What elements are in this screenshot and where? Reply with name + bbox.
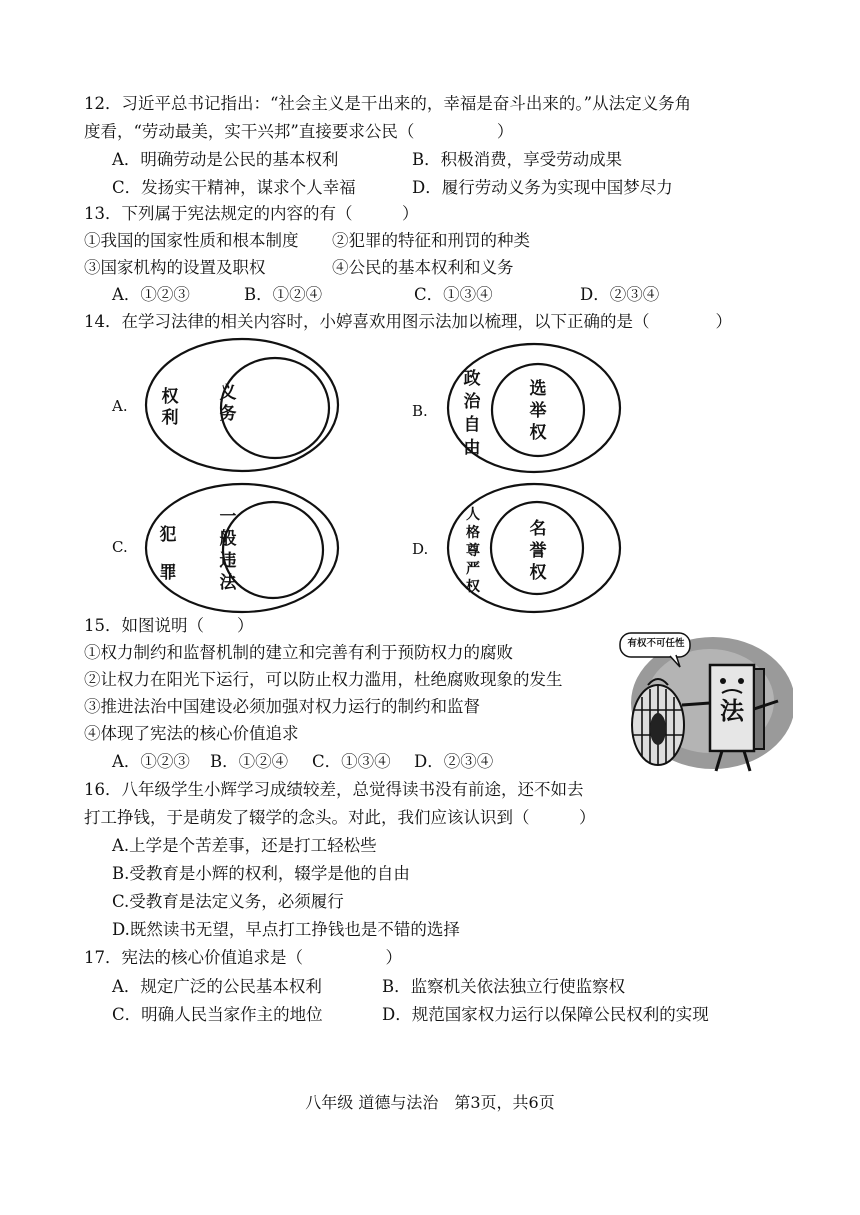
- venn-diagram-d: [410, 480, 650, 620]
- diagram-c-letter: C.: [112, 538, 128, 556]
- q16-option-c: C.受教育是法定义务，必须履行: [112, 892, 344, 911]
- q13-item-2: ②犯罪的特征和刑罚的种类: [332, 231, 530, 250]
- diagram-d-letter: D.: [412, 540, 429, 558]
- q13-option-a: A．①②③: [112, 285, 190, 304]
- venn-diagram-c: [110, 478, 350, 618]
- cartoon-book-label: 法: [720, 696, 744, 725]
- q17-option-a: A．规定广泛的公民基本权利: [112, 977, 322, 996]
- q12-option-c: C．发扬实干精神，谋求个人幸福: [112, 178, 356, 197]
- q17-option-b: B．监察机关依法独立行使监察权: [382, 977, 626, 996]
- q17-option-d: D．规范国家权力运行以保障公民权利的实现: [382, 1005, 709, 1024]
- q15-item-3: ③推进法治中国建设必须加强对权力运行的制约和监督: [84, 697, 480, 716]
- q13-item-3: ③国家机构的设置及职权: [84, 258, 266, 277]
- diagram-c-inner-label: 一般违法: [219, 507, 237, 593]
- cartoon-speech-bubble: 有权不可任性: [627, 638, 685, 649]
- q16-option-d: D.既然读书无望，早点打工挣钱也是不错的选择: [112, 920, 460, 939]
- q13-option-c: C．①③④: [414, 285, 493, 304]
- q15-option-c: C．①③④: [312, 752, 391, 771]
- q13-option-d: D．②③④: [580, 285, 660, 304]
- q12-option-d: D．履行劳动义务为实现中国梦尽力: [412, 178, 673, 197]
- diagram-a-letter: A.: [112, 397, 128, 415]
- q15-item-4: ④体现了宪法的核心价值追求: [84, 724, 299, 743]
- q15-option-b: B．①②④: [210, 752, 289, 771]
- diagram-a-inner-label: 义务: [219, 383, 237, 424]
- q12-stem-line1: 12．习近平总书记指出：“社会主义是干出来的，幸福是奋斗出来的。”从法定义务角: [84, 94, 692, 113]
- q16-stem-line1: 16．八年级学生小辉学习成绩较差，总觉得读书没有前途，还不如去: [84, 780, 584, 799]
- q16-stem-line2: 打工挣钱，于是萌发了辍学的念头。对此，我们应该认识到（ ）: [84, 808, 596, 827]
- q12-option-b: B．积极消费，享受劳动成果: [412, 150, 623, 169]
- q16-option-a: A.上学是个苦差事，还是打工轻松些: [112, 836, 377, 855]
- diagram-b-inner-label: 选举权: [529, 379, 547, 443]
- diagram-b-outer-label: 政治自由: [463, 369, 481, 458]
- diagram-c-outer-label: 犯罪: [159, 525, 177, 583]
- cartoon-power-cage: [618, 625, 793, 775]
- q13-item-1: ①我国的国家性质和根本制度: [84, 231, 299, 250]
- diagram-b-letter: B.: [412, 402, 428, 420]
- q15-stem: 15．如图说明（ ）: [84, 616, 254, 635]
- q14-stem: 14．在学习法律的相关内容时，小婷喜欢用图示法加以梳理，以下正确的是（ ）: [84, 312, 732, 331]
- q13-stem: 13．下列属于宪法规定的内容的有（ ）: [84, 204, 419, 223]
- q16-option-b: B.受教育是小辉的权利，辍学是他的自由: [112, 864, 410, 883]
- q15-item-1: ①权力制约和监督机制的建立和完善有利于预防权力的腐败: [84, 643, 513, 662]
- diagram-d-outer-label: 人格尊严权: [466, 507, 480, 595]
- q17-option-c: C．明确人民当家作主的地位: [112, 1005, 323, 1024]
- q15-option-a: A．①②③: [112, 752, 190, 771]
- q12-stem-line2: 度看，“劳动最美，实干兴邦”直接要求公民（ ）: [84, 122, 514, 141]
- q13-item-4: ④公民的基本权利和义务: [332, 258, 514, 277]
- diagram-a-outer-label: 权利: [161, 387, 179, 428]
- q15-item-2: ②让权力在阳光下运行，可以防止权力滥用，杜绝腐败现象的发生: [84, 670, 563, 689]
- venn-diagram-a: [110, 335, 350, 475]
- diagram-d-inner-label: 名誉权: [529, 519, 547, 583]
- page-footer: 八年级 道德与法治 第3页，共6页: [305, 1093, 555, 1112]
- venn-diagram-b: [410, 338, 650, 478]
- q13-option-b: B．①②④: [244, 285, 323, 304]
- q15-option-d: D．②③④: [414, 752, 494, 771]
- q17-stem: 17．宪法的核心价值追求是（ ）: [84, 948, 402, 967]
- q12-option-a: A．明确劳动是公民的基本权利: [112, 150, 339, 169]
